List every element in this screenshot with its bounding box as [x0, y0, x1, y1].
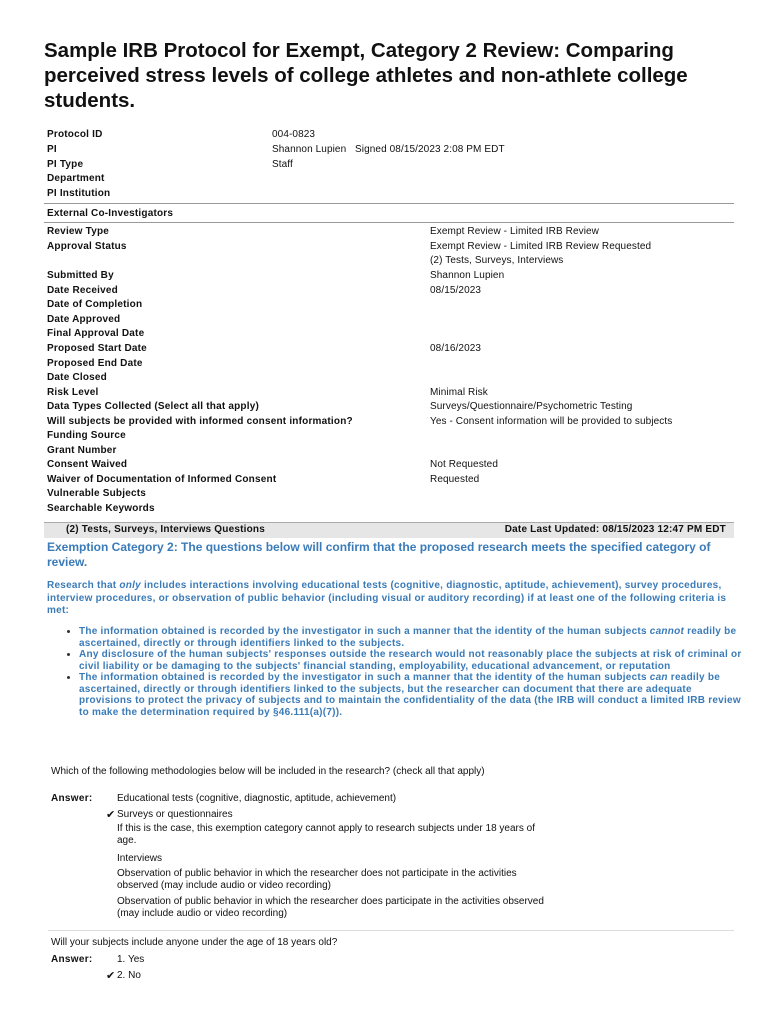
question-under-18: Will your subjects include anyone under the age of 18 years old?: [51, 937, 338, 948]
label-department: Department: [47, 173, 105, 184]
value-consent-waived: Not Requested: [430, 459, 499, 470]
label-waiver-documentation: Waiver of Documentation of Informed Consent: [47, 474, 277, 485]
check-mark-icon: ✔: [106, 809, 116, 821]
label-vulnerable-subjects: Vulnerable Subjects: [47, 488, 147, 499]
criteria-item: [79, 672, 745, 718]
value-data-types: Surveys/Questionnaire/Psychometric Testing: [430, 401, 633, 412]
label-date-closed: Date Closed: [47, 372, 107, 383]
label-pi-institution: PI Institution: [47, 188, 111, 199]
criteria-text: The information obtained is recorded by the investigator in such a manner that the identity of the human subjects: [79, 626, 650, 637]
category-intro: [47, 580, 732, 618]
value-proposed-start-date: 08/16/2023: [430, 343, 482, 354]
label-external-coinvestigators: External Co-Investigators: [47, 208, 174, 219]
intro-emphasis: only: [119, 580, 141, 591]
label-proposed-start-date: Proposed Start Date: [47, 343, 147, 354]
label-date-of-completion: Date of Completion: [47, 299, 143, 310]
criteria-item: [79, 649, 745, 672]
criteria-text: Any disclosure of the human subjects' responses outside the research would not reasonably place the subjects at risk of criminal or civil liability or be damaging to the subjects' financial standing, employability, educational advancement, or reputation: [79, 649, 742, 672]
label-consent-waived: Consent Waived: [47, 459, 128, 470]
label-pi: PI: [47, 144, 57, 155]
label-pi-type: PI Type: [47, 159, 84, 170]
divider: [44, 203, 734, 204]
label-review-type: Review Type: [47, 226, 110, 237]
label-searchable-keywords: Searchable Keywords: [47, 503, 155, 514]
option-observation-no-participation: Observation of public behavior in which the researcher does not participate in the activities observed (may include audio or video recording): [117, 868, 517, 891]
value-pi-signed: Signed 08/15/2023 2:08 PM EDT: [355, 144, 505, 155]
section-header-bar: [44, 522, 734, 538]
label-protocol-id: Protocol ID: [47, 129, 103, 140]
exemption-category-heading: Exemption Category 2: The questions below will confirm that the proposed research meets the specified category of review.: [47, 540, 711, 569]
option-interviews: Interviews: [117, 853, 163, 864]
protocol-title: Sample IRB Protocol for Exempt, Category 2 Review: Comparing perceived stress levels of college athletes and non-athlete college students.: [44, 39, 688, 112]
answer-label: Answer:: [51, 793, 93, 804]
section-title: (2) Tests, Surveys, Interviews Questions: [66, 524, 265, 535]
option-surveys-note: If this is the case, this exemption category cannot apply to research subjects under 18 years of age.: [117, 823, 536, 846]
option-educational-tests: Educational tests (cognitive, diagnostic, aptitude, achievement): [117, 793, 397, 804]
option-surveys: Surveys or questionnaires: [117, 809, 233, 820]
criteria-item: [79, 626, 745, 649]
value-review-type: Exempt Review - Limited IRB Review: [430, 226, 600, 237]
check-mark-icon: ✔: [106, 970, 116, 982]
value-date-received: 08/15/2023: [430, 285, 482, 296]
label-date-approved: Date Approved: [47, 314, 121, 325]
value-protocol-id: 004-0823: [272, 129, 316, 140]
intro-text: includes interactions involving educational tests (cognitive, diagnostic, aptitude, achievement), survey procedures, interview procedures, or observation of public behavior (including visual or auditory recording) if at least one of the following criteria is met:: [47, 580, 727, 616]
value-pi: Shannon Lupien: [272, 144, 347, 155]
value-waiver-documentation: Requested: [430, 474, 480, 485]
value-pi-type: Staff: [272, 159, 293, 170]
label-risk-level: Risk Level: [47, 387, 99, 398]
label-data-types: Data Types Collected (Select all that apply): [47, 401, 260, 412]
value-approval-status: Exempt Review - Limited IRB Review Requested: [430, 241, 652, 252]
label-date-received: Date Received: [47, 285, 118, 296]
answer-label: Answer:: [51, 954, 93, 965]
label-approval-status: Approval Status: [47, 241, 127, 252]
label-funding-source: Funding Source: [47, 430, 126, 441]
value-informed-consent: Yes - Consent information will be provided to subjects: [430, 416, 673, 427]
value-approval-category: (2) Tests, Surveys, Interviews: [430, 255, 564, 266]
option-no: 2. No: [117, 970, 141, 981]
value-submitted-by: Shannon Lupien: [430, 270, 505, 281]
criteria-text: The information obtained is recorded by the investigator in such a manner that the identity of the human subjects: [79, 672, 650, 683]
label-informed-consent: Will subjects be provided with informed consent information?: [47, 416, 353, 427]
value-risk-level: Minimal Risk: [430, 387, 488, 398]
criteria-text: readily be ascertained, directly or through identifiers linked to the subjects.: [79, 626, 737, 649]
criteria-list: [66, 626, 745, 718]
divider: [44, 222, 734, 223]
option-observation-participation: Observation of public behavior in which the researcher does participate in the activities observed (may include audio or video recording): [117, 896, 544, 919]
option-yes: 1. Yes: [117, 954, 145, 965]
label-proposed-end-date: Proposed End Date: [47, 358, 143, 369]
label-grant-number: Grant Number: [47, 445, 117, 456]
divider: [48, 930, 734, 931]
section-last-updated: Date Last Updated: 08/15/2023 12:47 PM EDT: [504, 524, 726, 535]
criteria-emphasis: cannot: [649, 626, 685, 637]
criteria-text: readily be ascertained, directly or through identifiers linked to the subjects, but the researcher can document that there are adequate provisions to protect the privacy of subjects and to maintain the confidentiality of the data (the IRB will conduct a limited IRB review to make the determination required by §46.111(a)(7)).: [79, 672, 741, 718]
label-submitted-by: Submitted By: [47, 270, 114, 281]
criteria-emphasis: can: [649, 672, 668, 683]
label-final-approval-date: Final Approval Date: [47, 328, 145, 339]
question-methodologies: Which of the following methodologies below will be included in the research? (check all that apply): [51, 766, 485, 777]
intro-text: Research that: [47, 580, 120, 591]
